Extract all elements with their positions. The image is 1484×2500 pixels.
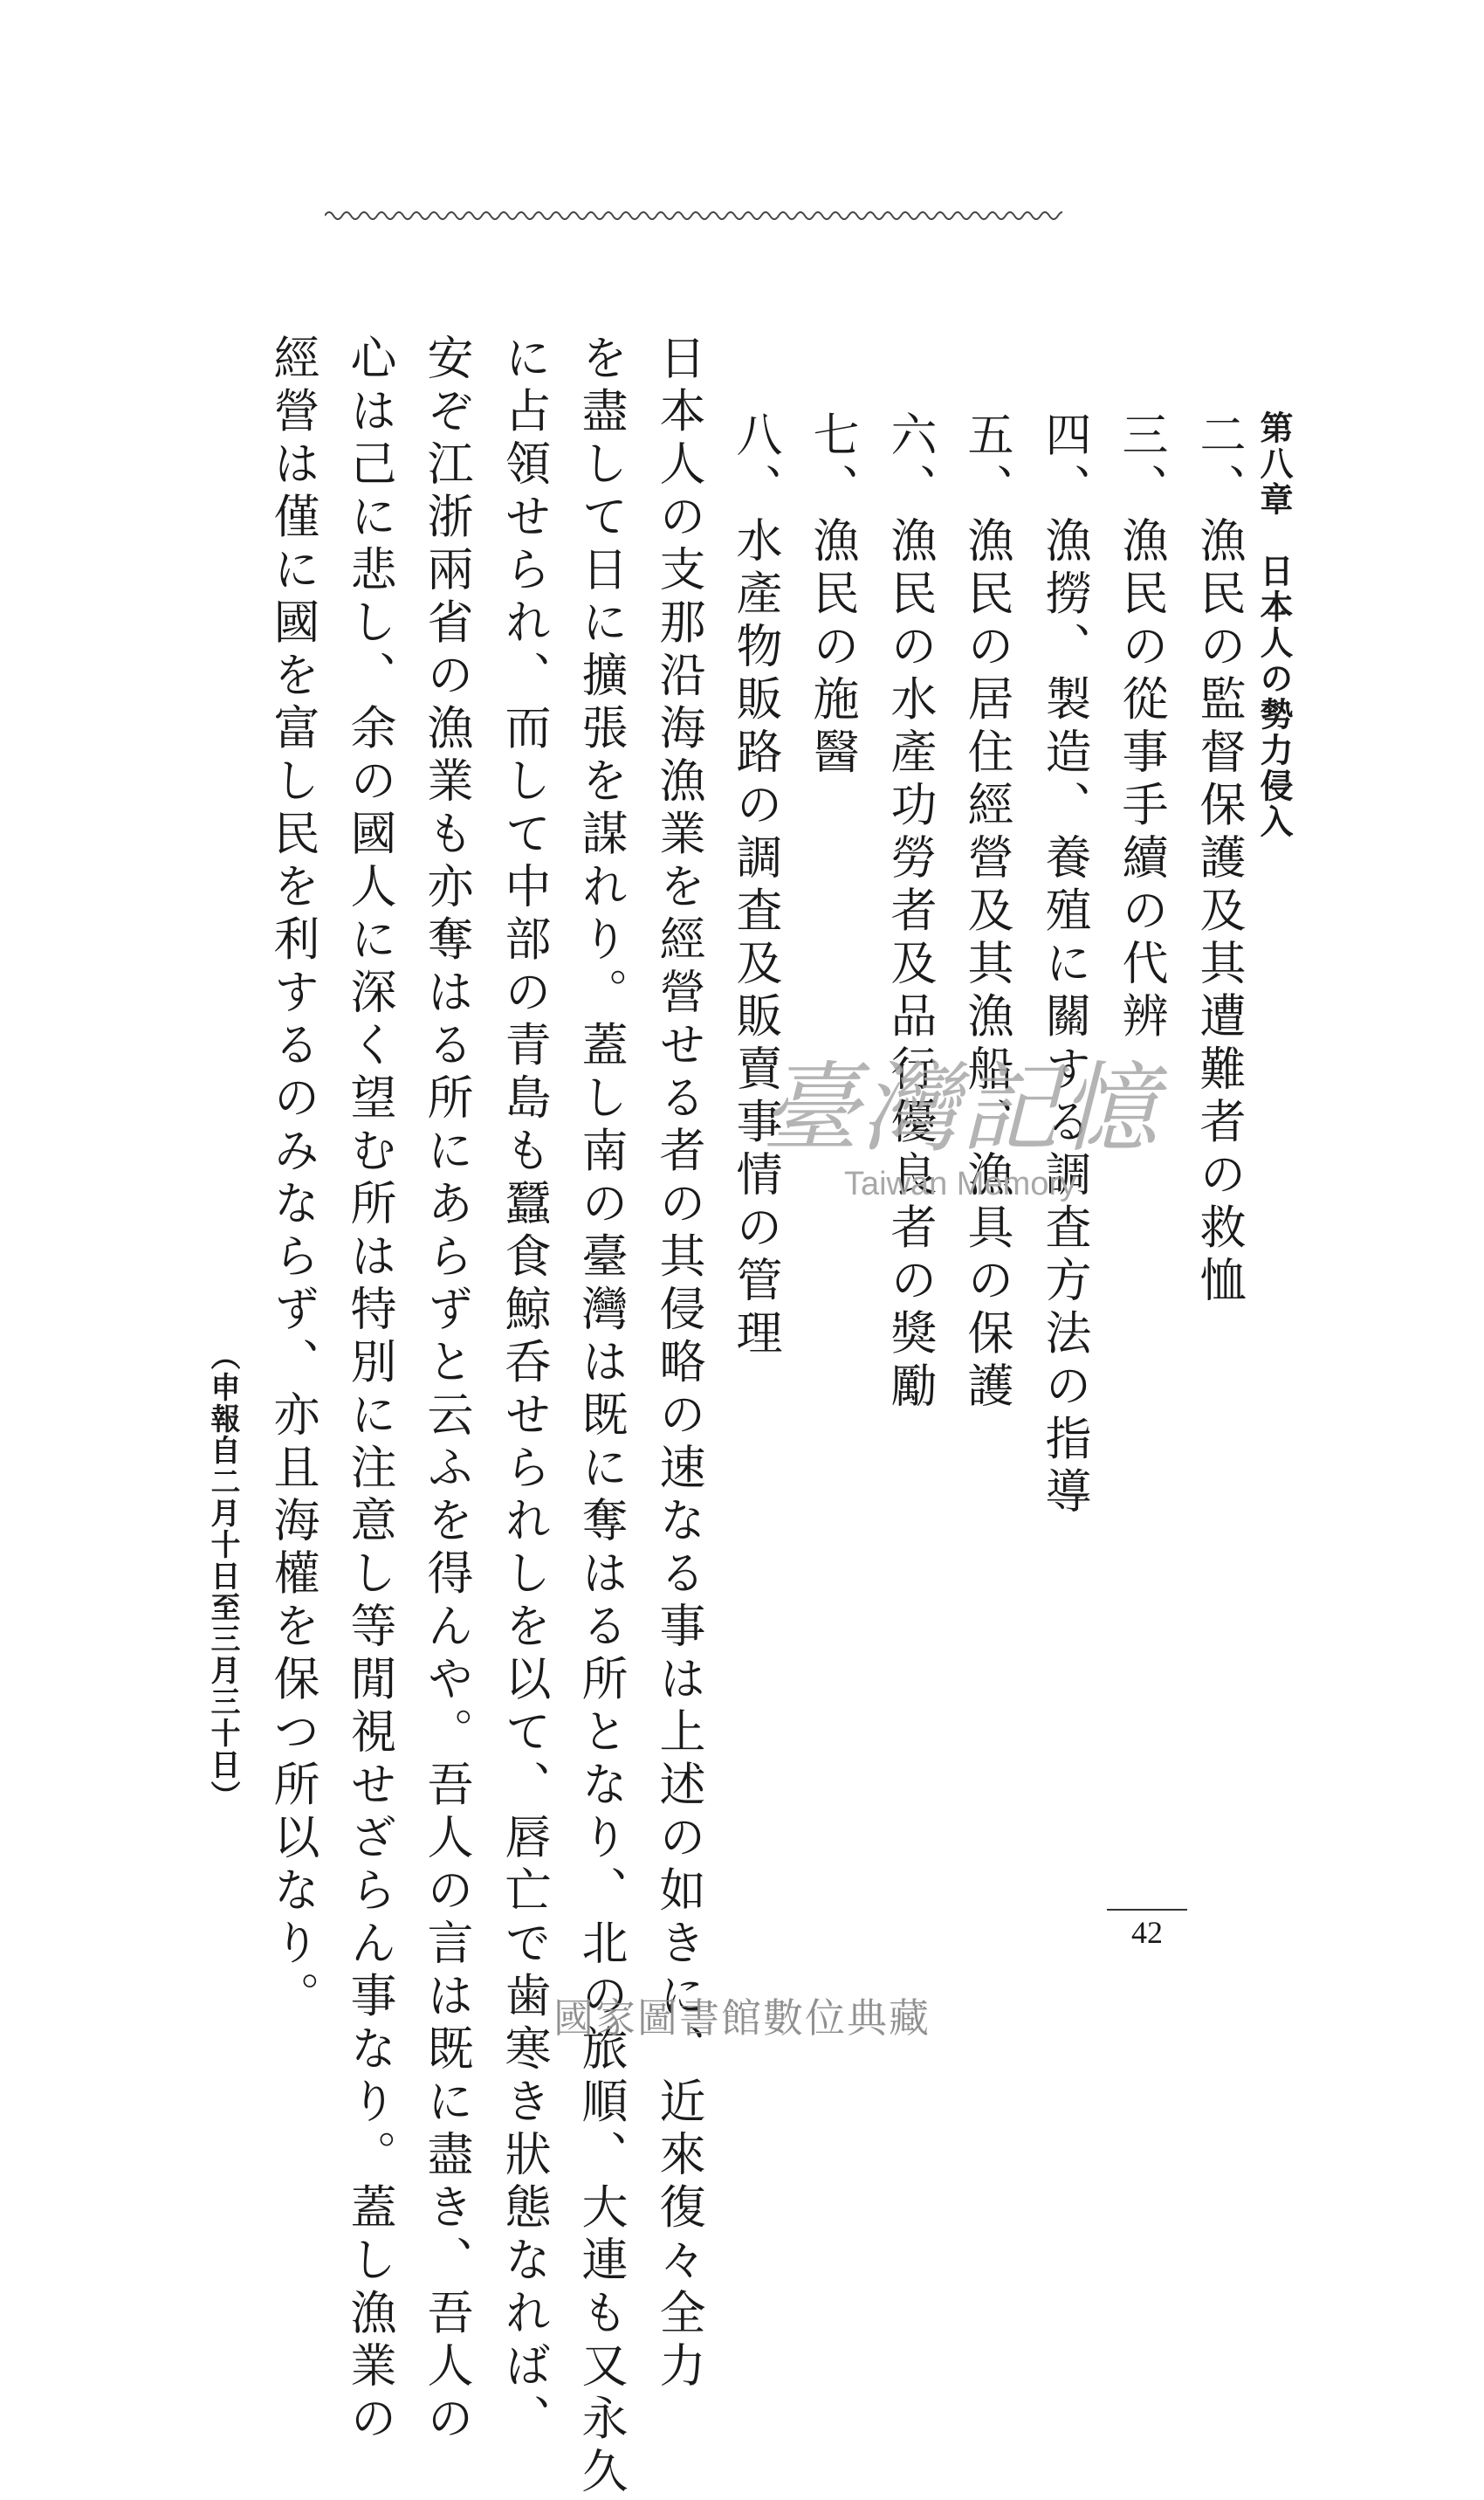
source-credit: （申報自二月十日至三月三十日） [205, 1340, 240, 1812]
watermark-logo [733, 1030, 1187, 1203]
body-line: 六、漁民の水產功勞者及品行優良者の獎勵 [883, 410, 937, 1415]
body-line: に占領せられ、而して中部の青島も蠶食鯨呑せられしを以て、唇亡で歯寒き狀態なれば、 [498, 334, 551, 2447]
wavy-divider [325, 205, 1062, 226]
page-number: 42 [1107, 1909, 1187, 1951]
chapter-header: 第八章 日本人の勢力侵入 [1254, 410, 1294, 840]
body-line: 安ぞ江浙兩省の漁業も亦奪はる所にあらずと云ふを得んや。吾人の言は既に盡き、吾人の [420, 334, 473, 2447]
body-line: 經營は僅に國を富し民を利するのみならず、亦且海權を保つ所以なり。 [266, 334, 319, 2024]
body-line: を盡して日に擴張を謀れり。蓋し南の臺灣は既に奪はる所となり、北の旅順、大連も又永久 [574, 334, 628, 2500]
body-line: 八、水產物販路の調査及販賣事情の管理 [729, 410, 782, 1361]
archive-footer: 國家圖書館數位典藏 [553, 1994, 931, 2042]
body-line: 心は己に悲し、余の國人に深く望む所は特別に注意し等閒視せざらん事なり。蓋し漁業の [343, 334, 396, 2447]
body-line: 三、漁民の從事手續の代辨 [1115, 410, 1168, 1044]
body-line: 七、漁民の施醫 [806, 410, 859, 781]
watermark-chinese: 臺灣記憶 [761, 1052, 1159, 1166]
body-line: 四、漁撈、製造、養殖に關する調査方法の指導 [1038, 410, 1091, 1520]
body-line: 五、漁民の居住經營及其漁船、漁具の保護 [960, 410, 1013, 1415]
watermark-english: Taiwan Memory [843, 1166, 1077, 1202]
body-line: 日本人の支那沿海漁業を經營せる者の其侵略の速なる事は上述の如きに、近來復々全力 [652, 334, 705, 2394]
body-line: 二、漁民の監督保護及其遭難者の救恤 [1192, 410, 1246, 1309]
